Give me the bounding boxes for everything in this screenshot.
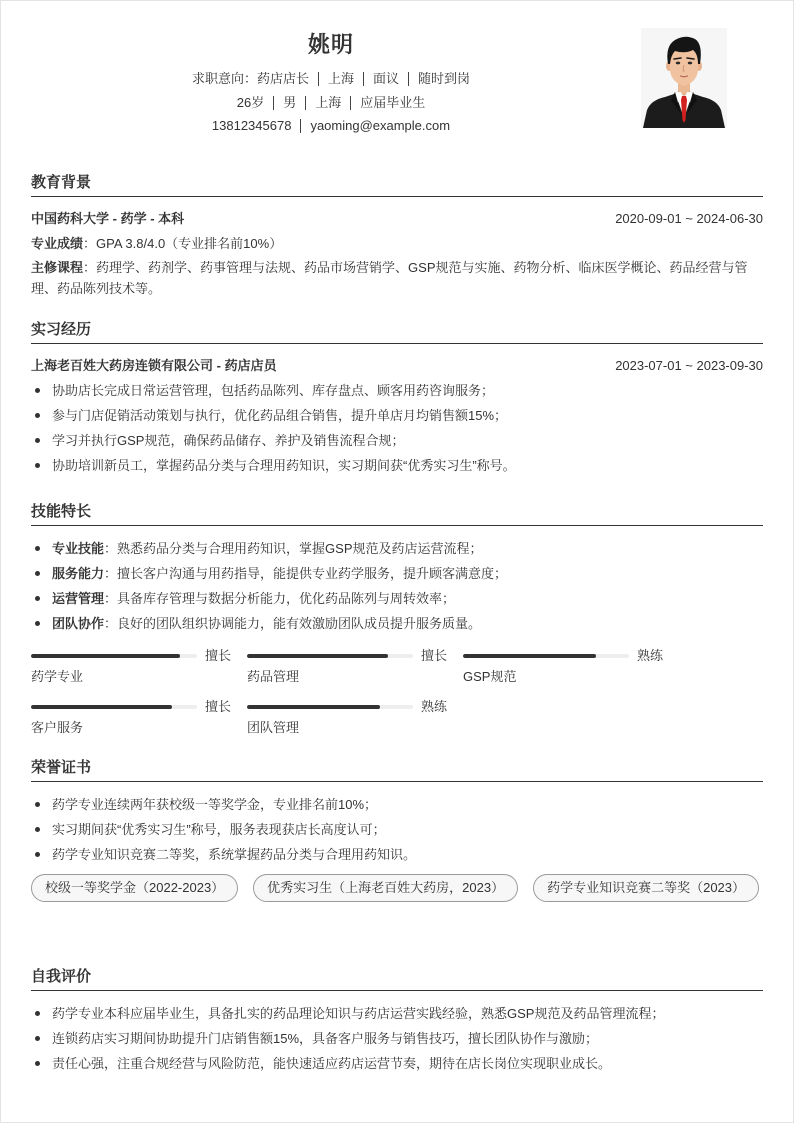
list-item [31, 842, 763, 867]
separator [318, 72, 319, 86]
skill-name: 药学专业 [31, 669, 84, 684]
courses-line [31, 257, 763, 299]
section-title: 实习经历 [31, 319, 763, 344]
bullet-icon [35, 1011, 40, 1016]
skill-bar-fill [247, 654, 388, 658]
bullet-text: 药学专业连续两年获校级一等奖学金，专业排名前10%； [52, 797, 378, 812]
skill-bar-item [247, 697, 463, 748]
skill-level: 擅长 [421, 648, 448, 663]
skill-bar-track [463, 654, 629, 658]
skill-text: 熟悉药品分类与合理用药知识，掌握GSP规范及药店运营流程； [117, 541, 483, 556]
candidate-name: 姚明 [307, 32, 354, 57]
list-item [31, 378, 763, 403]
avatar-icon [641, 28, 727, 128]
skill-bar-track [247, 705, 413, 709]
skill-name: 团队管理 [247, 720, 300, 735]
bullet-icon [35, 463, 40, 468]
skill-name: 药品管理 [247, 669, 300, 684]
list-item [31, 403, 763, 428]
internship-section [31, 319, 763, 478]
separator [273, 96, 274, 110]
dash: - [146, 211, 159, 226]
section-title: 荣誉证书 [31, 757, 763, 782]
skill-label: 服务能力 [52, 566, 105, 581]
skill-bar-fill [31, 705, 172, 709]
internship-date: 2023-07-01 ~ 2023-09-30 [615, 358, 763, 373]
bullet-icon [35, 621, 40, 626]
honors-bullets [31, 792, 763, 867]
skill-label: 专业技能 [52, 541, 105, 556]
bullet-icon [35, 438, 40, 443]
skills-section [31, 501, 763, 748]
email: yaoming@example.com [310, 118, 451, 133]
skill-bar-track [31, 705, 197, 709]
list-item [31, 428, 763, 453]
location: 上海 [315, 95, 342, 110]
internship-entry-title [31, 353, 277, 378]
intention-availability: 随时到岗 [418, 71, 471, 86]
skill-bar-item [31, 646, 247, 697]
colon: ： [104, 541, 118, 556]
skill-label: 运营管理 [52, 591, 105, 606]
list-item [31, 817, 763, 842]
basic-info-line [31, 92, 631, 114]
list-item [31, 536, 763, 561]
status: 应届毕业生 [360, 95, 426, 110]
skill-bars [31, 646, 763, 748]
separator [408, 72, 409, 86]
skill-text: 良好的团队组织协调能力，能有效激励团队成员提升服务质量。 [117, 616, 482, 631]
skill-level: 熟练 [421, 699, 448, 714]
major: 药学 [120, 211, 147, 226]
skill-label: 团队协作 [52, 616, 105, 631]
intention-position: 药店店长 [256, 71, 309, 86]
company-name: 上海老百姓大药房连锁有限公司 [31, 358, 214, 373]
bullet-icon [35, 1061, 40, 1066]
skill-bar-item [463, 646, 679, 697]
colon: ： [104, 616, 118, 631]
dash: - [213, 358, 225, 373]
gpa-label: 专业成绩 [31, 236, 84, 251]
intention-salary: 面议 [373, 71, 400, 86]
job-intention-line [31, 68, 631, 90]
bullet-icon [35, 413, 40, 418]
skill-bar-track [247, 654, 413, 658]
courses-value: 药理学、药剂学、药事管理与法规、药品市场营销学、GSP规范与实施、药物分析、临床医学概论、药品经营与管理、药品陈列技术等。 [31, 260, 748, 296]
honor-tag: 药学专业知识竞赛二等奖（2023） [533, 874, 759, 902]
colon: ： [83, 260, 97, 275]
skill-text: 擅长客户沟通与用药指导，能提供专业药学服务，提升顾客满意度； [117, 566, 508, 581]
list-item [31, 586, 763, 611]
phone: 13812345678 [211, 118, 292, 133]
bullet-icon [35, 827, 40, 832]
skill-level: 熟练 [637, 648, 664, 663]
bullet-icon [35, 852, 40, 857]
self-eval-bullets [31, 1001, 763, 1076]
intention-label: 求职意向： [191, 71, 257, 86]
bullet-text: 实习期间获“优秀实习生”称号，服务表现获店长高度认可； [52, 822, 386, 837]
bullet-icon [35, 546, 40, 551]
skill-bar-fill [247, 705, 380, 709]
age: 26岁 [236, 95, 265, 110]
skills-bullets [31, 536, 763, 636]
skill-bar-fill [463, 654, 596, 658]
honors-section [31, 757, 763, 902]
skill-name: GSP规范 [463, 669, 517, 684]
bullet-text: 药学专业本科应届毕业生，具备扎实的药品理论知识与药店运营实践经验，熟悉GSP规范及药品管理流程； [52, 1006, 665, 1021]
intention-city: 上海 [327, 71, 354, 86]
skill-bar-item [247, 646, 463, 697]
skill-text: 具备库存管理与数据分析能力，优化药品陈列与周转效率； [117, 591, 456, 606]
bullet-icon [35, 388, 40, 393]
degree: 本科 [158, 211, 185, 226]
section-title: 自我评价 [31, 966, 763, 991]
internship-bullets [31, 378, 763, 478]
honor-tags [31, 874, 763, 902]
list-item [31, 561, 763, 586]
colon: ： [104, 566, 118, 581]
list-item [31, 611, 763, 636]
bullet-text: 学习并执行GSP规范，确保药品储存、养护及销售流程合规； [52, 433, 405, 448]
list-item [31, 1026, 763, 1051]
list-item [31, 1001, 763, 1026]
section-title: 技能特长 [31, 501, 763, 526]
bullet-icon [35, 596, 40, 601]
skill-bar-track [31, 654, 197, 658]
honor-tag: 校级一等奖学金（2022-2023） [31, 874, 238, 902]
skill-level: 擅长 [205, 699, 232, 714]
bullet-text: 连锁药店实习期间协助提升门店销售额15%，具备客户服务与销售技巧，擅长团队协作与激励； [52, 1031, 599, 1046]
bullet-text: 责任心强，注重合规经营与风险防范，能快速适应药店运营节奏，期待在店长岗位实现职业成长。 [52, 1056, 612, 1071]
skill-name: 客户服务 [31, 720, 84, 735]
contact-line [31, 115, 631, 137]
separator [300, 119, 301, 133]
list-item [31, 792, 763, 817]
avatar-photo [641, 28, 727, 128]
bullet-text: 药学专业知识竞赛二等奖，系统掌握药品分类与合理用药知识。 [52, 847, 417, 862]
bullet-text: 参与门店促销活动策划与执行，优化药品组合销售，提升单店月均销售额15%； [52, 408, 508, 423]
education-date: 2020-09-01 ~ 2024-06-30 [615, 211, 763, 226]
self-evaluation-section [31, 966, 763, 1076]
bullet-text: 协助培训新员工，掌握药品分类与合理用药知识，实习期间获“优秀实习生”称号。 [52, 458, 516, 473]
dash: - [109, 211, 121, 226]
list-item [31, 453, 763, 478]
bullet-icon [35, 1036, 40, 1041]
list-item [31, 1051, 763, 1076]
section-title: 教育背景 [31, 172, 763, 197]
separator [350, 96, 351, 110]
gender: 男 [283, 95, 297, 110]
courses-label: 主修课程 [31, 260, 84, 275]
skill-level: 擅长 [205, 648, 232, 663]
colon: ： [104, 591, 118, 606]
bullet-icon [35, 802, 40, 807]
bullet-icon [35, 571, 40, 576]
honor-tag: 优秀实习生（上海老百姓大药房，2023） [253, 874, 518, 902]
gpa-value: GPA 3.8/4.0（专业排名前10%） [96, 236, 283, 251]
education-entry-title [31, 206, 184, 231]
education-entry-header [31, 206, 763, 231]
separator [305, 96, 306, 110]
skill-bar-fill [31, 654, 180, 658]
internship-entry-header [31, 353, 763, 378]
education-section [31, 172, 763, 299]
bullet-text: 协助店长完成日常运营管理，包括药品陈列、库存盘点、顾客用药咨询服务； [52, 383, 495, 398]
skill-bar-item [31, 697, 247, 748]
gpa-line [31, 231, 763, 256]
separator [363, 72, 364, 86]
colon: ： [83, 236, 97, 251]
role: 药店店员 [224, 358, 277, 373]
school-name: 中国药科大学 [31, 211, 110, 226]
